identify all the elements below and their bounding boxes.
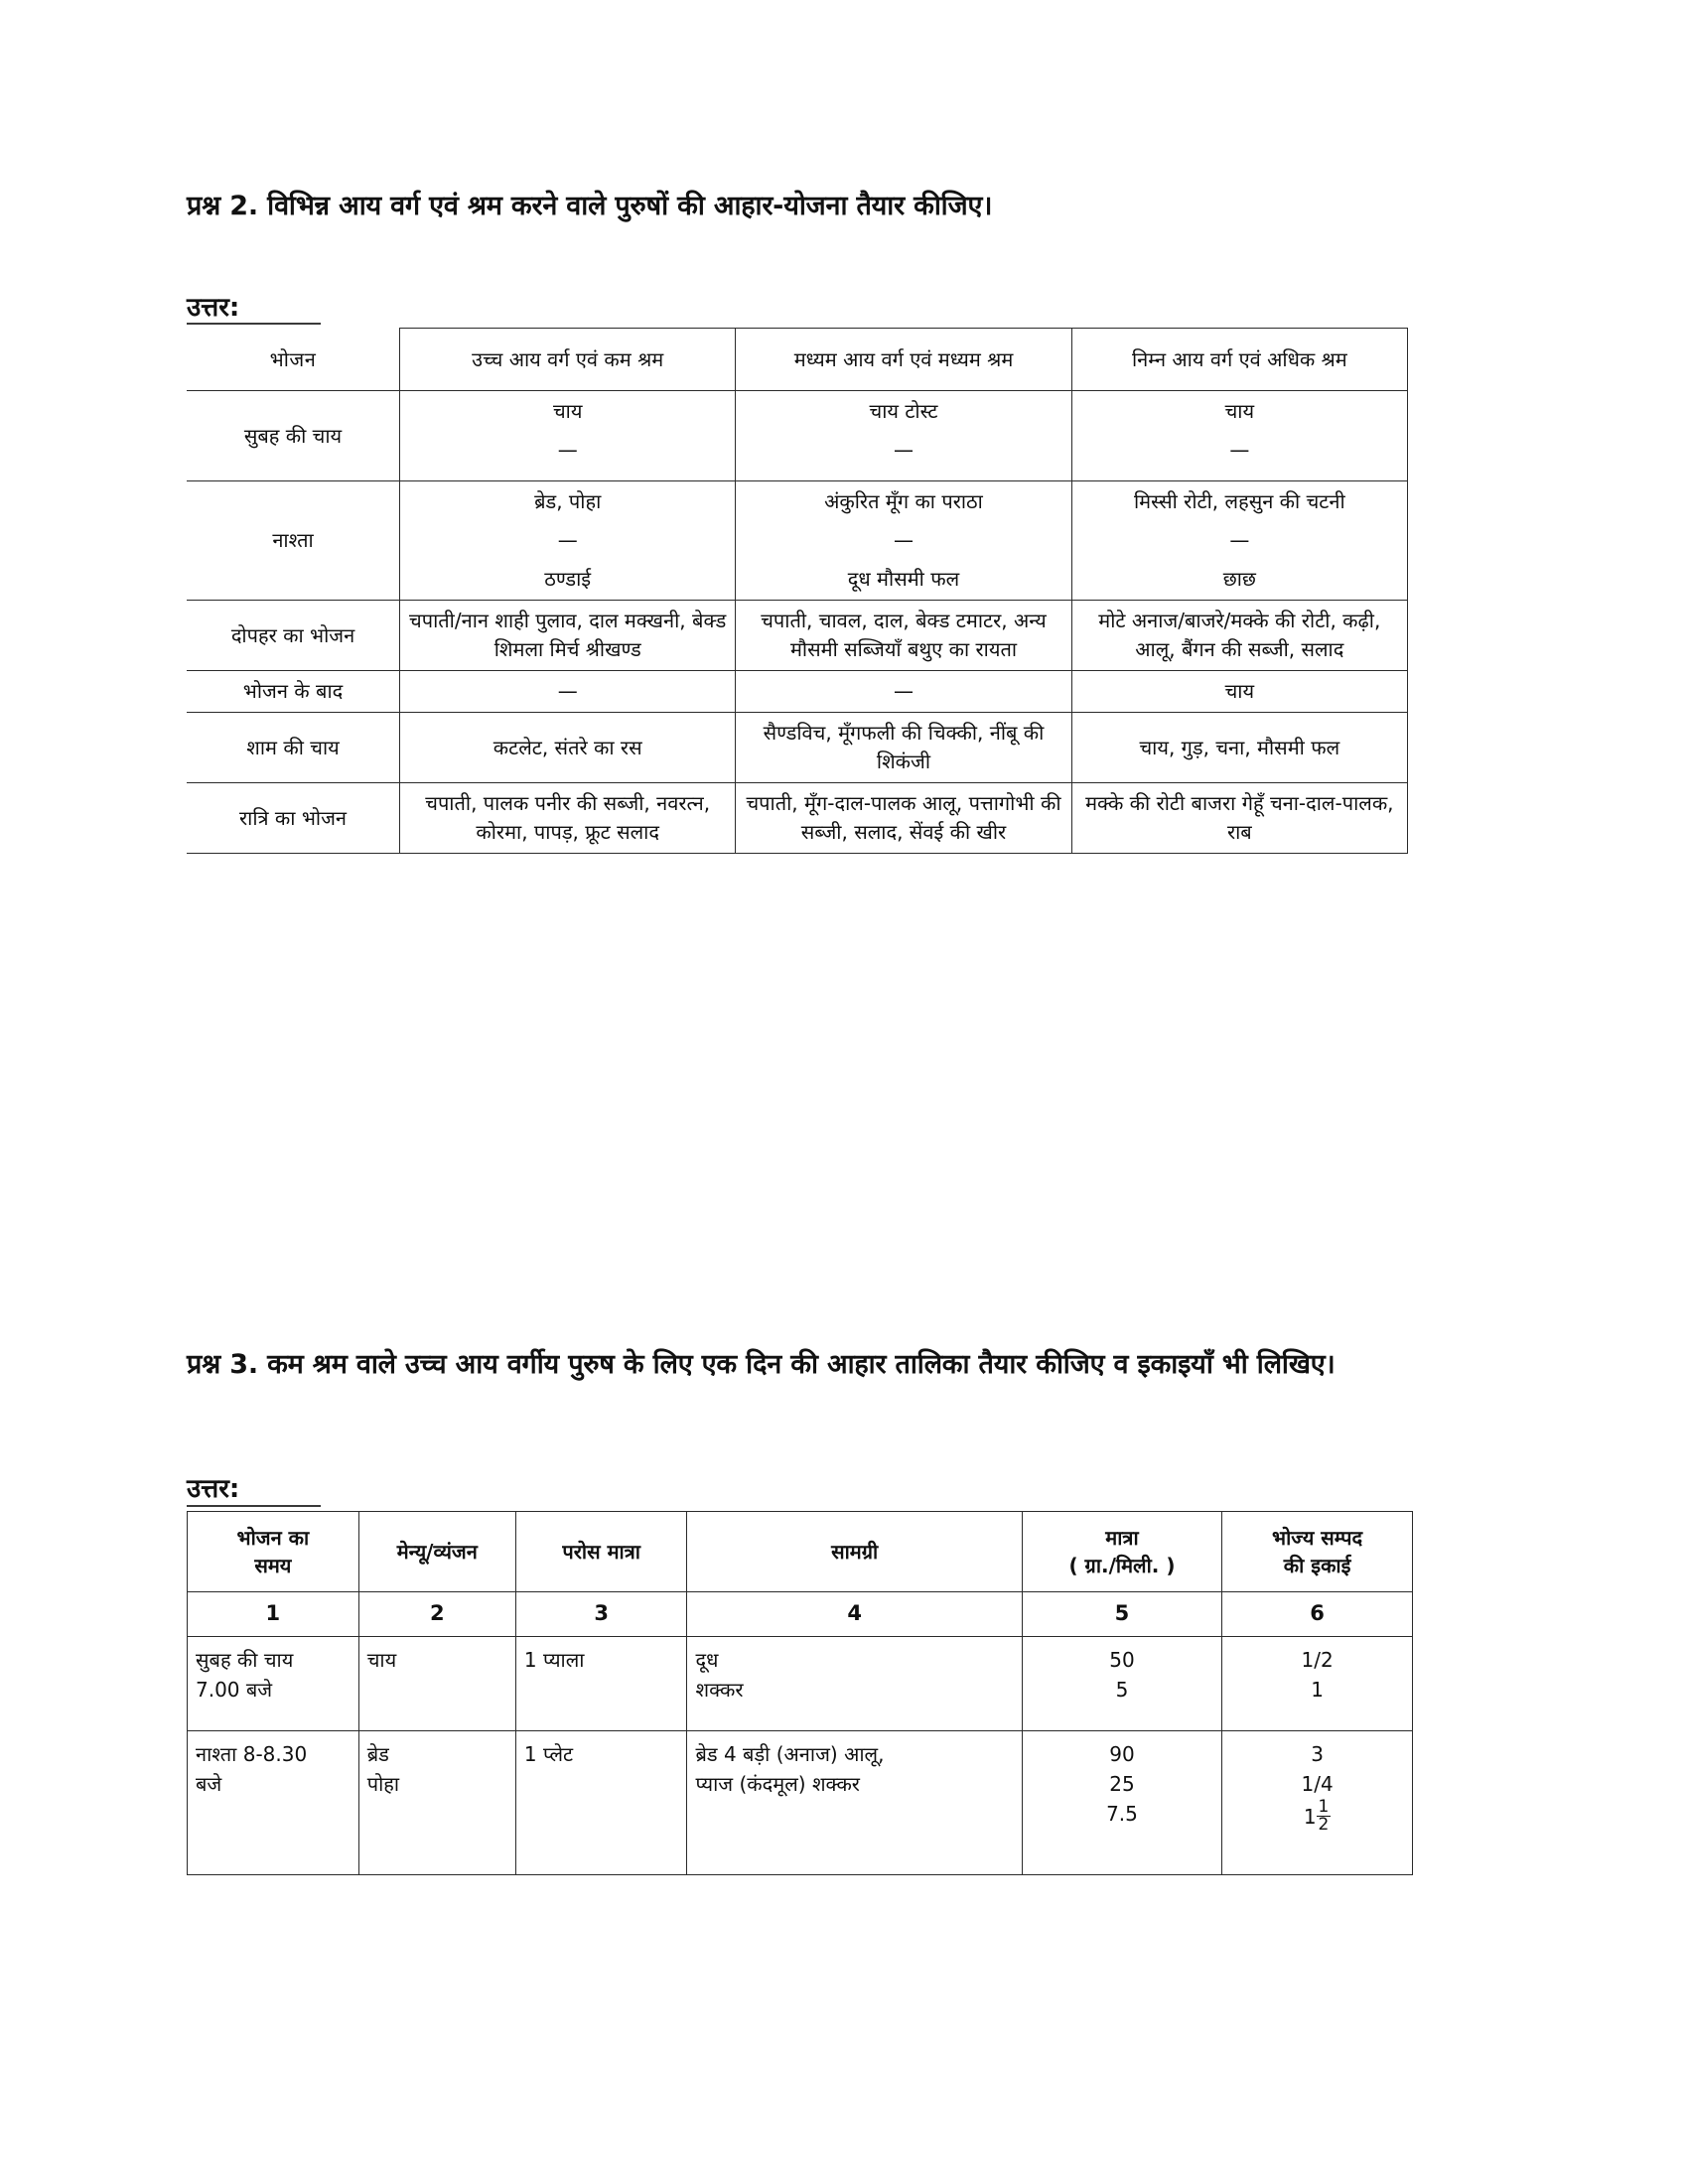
table1-cell-mid: चपाती, चावल, दाल, बेक्ड टमाटर, अन्य मौसमी सब्जियाँ बथुए का रायता <box>736 601 1071 671</box>
answer-underline-rule-2 <box>187 1505 321 1507</box>
cell-line-1: ब्रेड 4 बड़ी (अनाज) आलू, <box>695 1741 885 1766</box>
table1-cell-mid: — <box>736 671 1071 713</box>
table2-header-serving <box>515 1512 687 1592</box>
table1-header-middle-income: मध्यम आय वर्ग एवं मध्यम श्रम <box>736 329 1071 391</box>
header-line-1: मात्रा <box>1105 1526 1139 1550</box>
cell-line-2: बजे <box>196 1771 222 1796</box>
cell-line-top: चाय <box>1224 399 1255 423</box>
table2-column-number-row <box>188 1592 1413 1637</box>
table1-cell-mid <box>736 481 1071 601</box>
cell-line-1: 1/2 <box>1301 1647 1334 1672</box>
cell-line-1: ब्रेड <box>366 1741 389 1766</box>
table1-row-label: सुबह की चाय <box>187 391 400 481</box>
table1-header-food: भोजन <box>187 329 400 391</box>
table2-header-ingredients <box>687 1512 1022 1592</box>
answer-label-question-3: उत्तर: <box>187 1474 240 1504</box>
cell-line-bottom: ठण्डाई <box>544 567 592 591</box>
table1-cell-low: मक्के की रोटी बाजरा गेहूँ चना-दाल-पालक, राब <box>1071 783 1407 854</box>
table2-cell-meal-time <box>188 1730 359 1874</box>
table-row <box>188 1636 1413 1730</box>
answer-label-question-2: उत्तर: <box>187 293 240 323</box>
cell-line-1: 3 <box>1311 1741 1324 1766</box>
table-row <box>188 1730 1413 1874</box>
daily-diet-chart-table <box>187 1511 1413 1875</box>
cell-line-top: मिस्सी रोटी, लहसुन की चटनी <box>1134 489 1345 513</box>
table1-row-label: दोपहर का भोजन <box>187 601 400 671</box>
cell-line-3: 7.5 <box>1106 1801 1138 1826</box>
table1-row-label: नाश्ता <box>187 481 400 601</box>
cell-line-top: चाय <box>552 399 583 423</box>
cell-line-2: शक्कर <box>695 1677 744 1702</box>
cell-line-top: चाय टोस्ट <box>869 399 938 423</box>
table1-cell-mid: सैण्डविच, मूँगफली की चिक्की, नींबू की शिकंजी <box>736 713 1071 783</box>
table2-header-food-unit <box>1222 1512 1413 1592</box>
table1-cell-low: चाय <box>1071 671 1407 713</box>
cell-dash: — <box>894 528 914 552</box>
column-number: 1 <box>188 1592 359 1637</box>
header-line-2: ( ग्रा./मिली. ) <box>1068 1554 1176 1577</box>
cell-dash: — <box>1229 438 1250 462</box>
cell-line-1: 1 प्लेट <box>523 1741 574 1766</box>
table2-header-meal-time <box>188 1512 359 1592</box>
table1-cell-high <box>400 391 736 481</box>
table2-cell-ingredients <box>687 1730 1022 1874</box>
cell-line-top: ब्रेड, पोहा <box>534 489 602 513</box>
table2-header-quantity <box>1022 1512 1221 1592</box>
table1-cell-high <box>400 481 736 601</box>
cell-dash: — <box>1229 528 1250 552</box>
table2-cell-food-unit <box>1222 1636 1413 1730</box>
cell-line-bottom: दूध मौसमी फल <box>847 567 960 591</box>
fraction-denominator: 2 <box>1318 1815 1330 1836</box>
column-number: 2 <box>358 1592 515 1637</box>
header-line-2: समय <box>254 1554 292 1577</box>
cell-dash: — <box>557 438 578 462</box>
cell-line-2: पोहा <box>366 1771 400 1796</box>
table2-cell-food-unit <box>1222 1730 1413 1874</box>
table1-header-low-income: निम्न आय वर्ग एवं अधिक श्रम <box>1071 329 1407 391</box>
table-header-row <box>187 329 1408 391</box>
table1-header-high-income: उच्च आय वर्ग एवं कम श्रम <box>400 329 736 391</box>
question-3-heading: प्रश्न 3. कम श्रम वाले उच्च आय वर्गीय पुरुष के लिए एक दिन की आहार तालिका तैयार कीजिए व इकाइयाँ भी लिखिए। <box>187 1349 1336 1380</box>
header-line-1: भोजन का <box>236 1526 310 1550</box>
table1-cell-mid <box>736 391 1071 481</box>
cell-line-2: प्याज (कंदमूल) शक्कर <box>695 1771 860 1796</box>
table1-row-label: भोजन के बाद <box>187 671 400 713</box>
cell-line-1: सुबह की चाय <box>196 1647 294 1672</box>
question-2-heading: प्रश्न 2. विभिन्न आय वर्ग एवं श्रम करने वाले पुरुषों की आहार-योजना तैयार कीजिए। <box>187 191 993 221</box>
table1-cell-low: मोटे अनाज/बाजरे/मक्के की रोटी, कढ़ी, आलू, बैंगन की सब्जी, सलाद <box>1071 601 1407 671</box>
cell-line-2: 25 <box>1109 1771 1135 1796</box>
table2-cell-quantity <box>1022 1636 1221 1730</box>
table2-cell-meal-time <box>188 1636 359 1730</box>
table1-row-label: रात्रि का भोजन <box>187 783 400 854</box>
header-line-1: सामग्री <box>831 1540 879 1564</box>
table1-cell-high: चपाती, पालक पनीर की सब्जी, नवरत्न, कोरमा, पापड़, फ्रूट सलाद <box>400 783 736 854</box>
header-line-2: की इकाई <box>1283 1554 1351 1577</box>
cell-line-2: 5 <box>1115 1677 1129 1702</box>
cell-dash: — <box>557 528 578 552</box>
table2-cell-ingredients <box>687 1636 1022 1730</box>
column-number: 5 <box>1022 1592 1221 1637</box>
cell-line-1: 1 प्याला <box>523 1647 585 1672</box>
fraction-numerator: 1 <box>1318 1796 1330 1817</box>
table1-cell-low: चाय, गुड़, चना, मौसमी फल <box>1071 713 1407 783</box>
table-row <box>187 671 1408 713</box>
header-line-1: भोज्य सम्पद <box>1272 1526 1363 1550</box>
cell-line-1: नाश्ता 8-8.30 <box>196 1741 308 1766</box>
table1-cell-high: — <box>400 671 736 713</box>
fraction-part <box>1317 1796 1332 1836</box>
table1-cell-high: चपाती/नान शाही पुलाव, दाल मक्खनी, बेक्ड शिमला मिर्च श्रीखण्ड <box>400 601 736 671</box>
table1-cell-mid: चपाती, मूँग-दाल-पालक आलू, पत्तागोभी की सब्जी, सलाद, सेंवई की खीर <box>736 783 1071 854</box>
table2-cell-serving <box>515 1730 687 1874</box>
fraction-whole: 1 <box>1303 1804 1317 1829</box>
table-row <box>187 601 1408 671</box>
mixed-fraction <box>1303 1796 1332 1836</box>
column-number: 4 <box>687 1592 1022 1637</box>
header-line-1: मेन्यू/व्यंजन <box>396 1540 478 1564</box>
table-row <box>187 783 1408 854</box>
cell-line-1: चाय <box>366 1647 397 1672</box>
diet-plan-table <box>187 328 1408 854</box>
table2-cell-quantity <box>1022 1730 1221 1874</box>
table1-cell-low <box>1071 481 1407 601</box>
column-number: 3 <box>515 1592 687 1637</box>
table2-cell-menu <box>358 1730 515 1874</box>
cell-line-top: अंकुरित मूँग का पराठा <box>824 489 983 513</box>
cell-line-2: 7.00 बजे <box>196 1677 273 1702</box>
cell-dash: — <box>894 438 914 462</box>
cell-line-1: 50 <box>1109 1647 1135 1672</box>
cell-line-bottom: छाछ <box>1222 567 1256 591</box>
table-row <box>187 713 1408 783</box>
table1-cell-high: कटलेट, संतरे का रस <box>400 713 736 783</box>
cell-line-1: 90 <box>1109 1741 1135 1766</box>
cell-line-3-mixed-fraction <box>1230 1796 1404 1836</box>
table2-cell-menu <box>358 1636 515 1730</box>
column-number: 6 <box>1222 1592 1413 1637</box>
cell-line-2: 1/4 <box>1301 1771 1334 1796</box>
answer-underline-rule-1 <box>187 323 321 325</box>
table-row <box>187 481 1408 601</box>
table1-cell-low <box>1071 391 1407 481</box>
header-line-1: परोस मात्रा <box>562 1540 640 1564</box>
table2-cell-serving <box>515 1636 687 1730</box>
table2-header-menu <box>358 1512 515 1592</box>
table-row <box>187 391 1408 481</box>
table-header-row <box>188 1512 1413 1592</box>
cell-line-1: दूध <box>695 1647 719 1672</box>
cell-line-2: 1 <box>1311 1677 1324 1702</box>
table1-row-label: शाम की चाय <box>187 713 400 783</box>
